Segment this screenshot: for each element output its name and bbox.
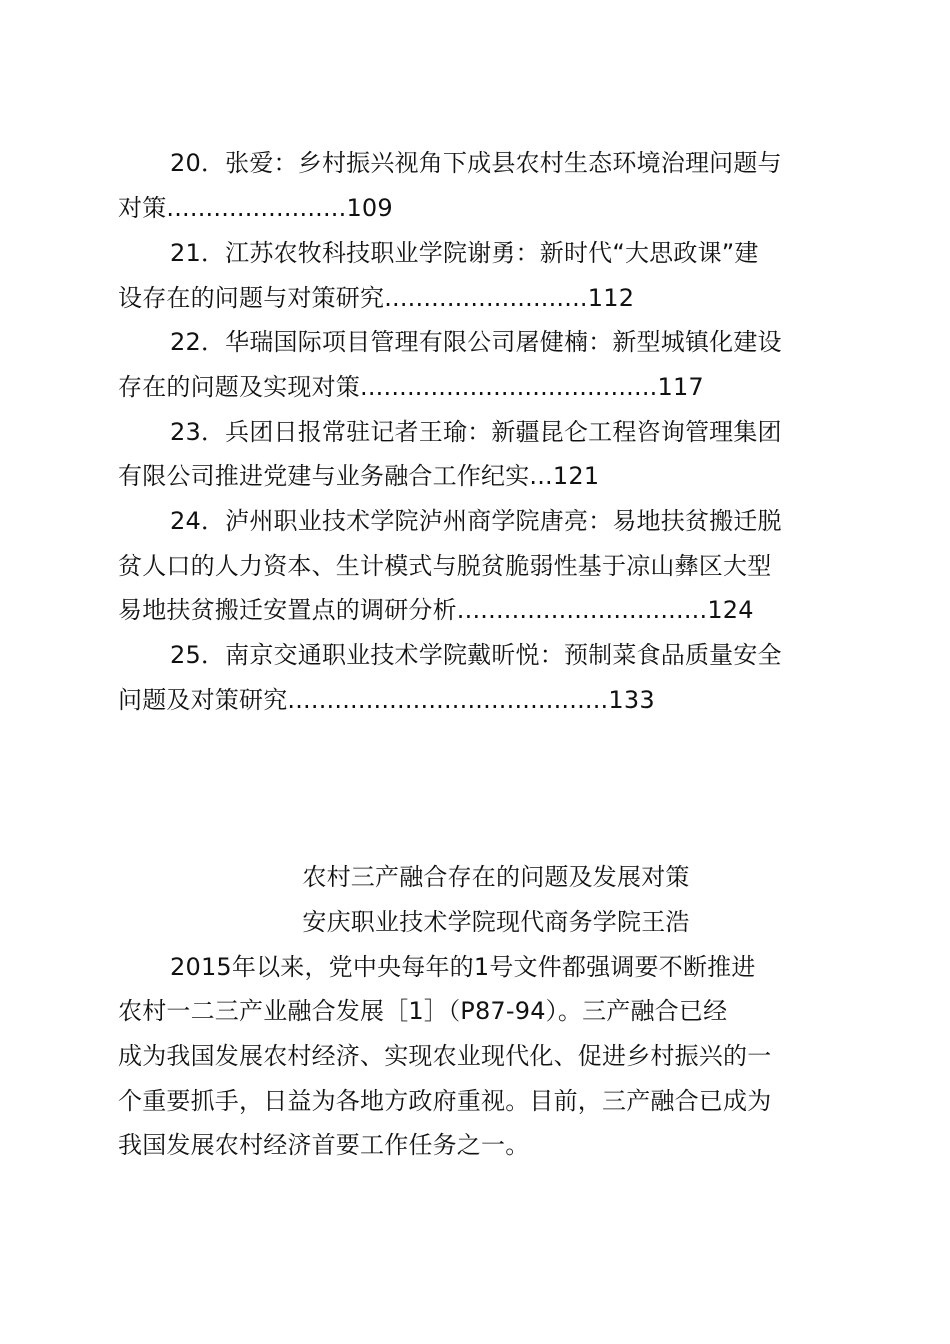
toc-entry-page: 设存在的问题与对策研究..........................112: [118, 284, 635, 312]
toc-entry-text: 22．华瑞国际项目管理有限公司屠健楠：新型城镇化建设: [170, 328, 782, 356]
toc-entry-page: 对策.......................109: [118, 194, 393, 222]
toc-entry-page: 存在的问题及实现对策......................................117: [118, 373, 704, 401]
paragraph-line: 我国发展农村经济首要工作任务之一。: [118, 1131, 530, 1159]
toc-entry-page: 问题及对策研究.........................................133: [118, 686, 655, 714]
toc-entry-text: 24．泸州职业技术学院泸州商学院唐亮：易地扶贫搬迁脱: [170, 507, 782, 535]
toc-entry-text: 21．江苏农牧科技职业学院谢勇：新时代“大思政课”建: [170, 239, 759, 267]
toc-entry-text: 23．兵团日报常驻记者王瑜：新疆昆仑工程咨询管理集团: [170, 418, 782, 446]
paragraph-line: 农村一二三产业融合发展［1］（P87-94）。三产融合已经: [118, 997, 728, 1025]
paragraph-line: 个重要抓手，日益为各地方政府重视。目前，三产融合已成为: [118, 1087, 772, 1115]
paragraph-line: 2015年以来，党中央每年的1号文件都强调要不断推进: [170, 953, 756, 981]
toc-entry-text: 25．南京交通职业技术学院戴昕悦：预制菜食品质量安全: [170, 641, 782, 669]
toc-entry-text: 贫人口的人力资本、生计模式与脱贫脆弱性基于凉山彝区大型: [118, 552, 772, 580]
toc-entry-text: 20．张爱：乡村振兴视角下成县农村生态环境治理问题与: [170, 149, 782, 177]
toc-entry-page: 易地扶贫搬迁安置点的调研分析................................124: [118, 596, 754, 624]
paragraph-line: 成为我国发展农村经济、实现农业现代化、促进乡村振兴的一: [118, 1042, 772, 1070]
article-title: 农村三产融合存在的问题及发展对策: [302, 863, 690, 891]
toc-entry-page: 有限公司推进党建与业务融合工作纪实...121: [118, 462, 600, 490]
article-author: 安庆职业技术学院现代商务学院王浩: [302, 908, 690, 936]
